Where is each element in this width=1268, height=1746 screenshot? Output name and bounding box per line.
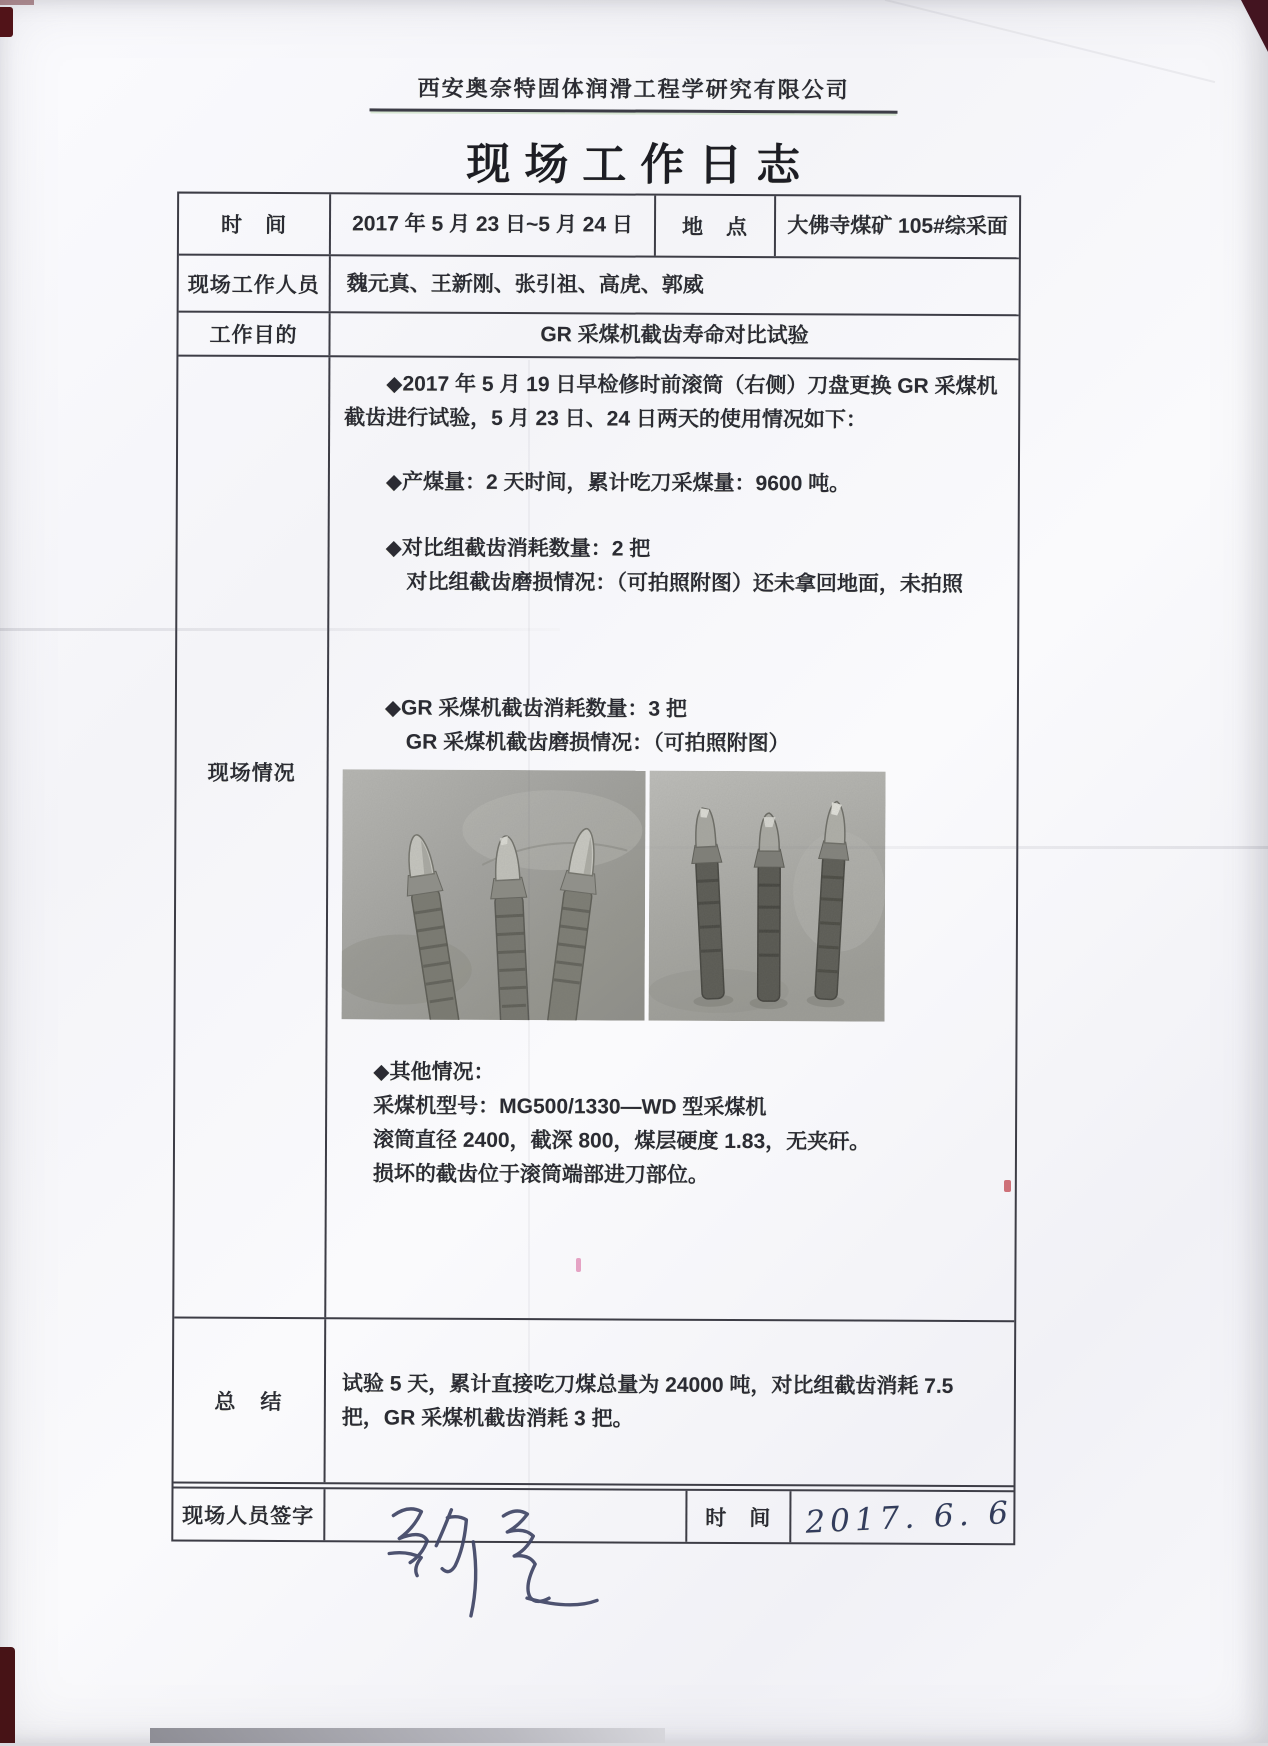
wear-photo-right — [649, 771, 886, 1022]
row-purpose — [178, 313, 1018, 361]
document-title: 现场工作日志 — [466, 139, 815, 191]
gr-wear-line: GR 采煤机截齿磨损情况：（可拍照附图） — [405, 730, 790, 756]
shearer-model-line: 采煤机型号：MG500/1330—WD 型采煤机 — [373, 1094, 767, 1120]
damage-location-line: 损坏的截齿位于滚筒端部进刀部位。 — [372, 1162, 709, 1187]
coal-output-text: ：2 天时间，累计吃刀采煤量：9600 吨。 — [465, 470, 851, 496]
row-time-place — [179, 194, 1019, 260]
worklog-table — [171, 192, 1021, 1546]
time-label: 时 间 — [179, 194, 331, 255]
place-value: 大佛寺煤矿 105#综采面 — [787, 214, 1008, 239]
row-summary — [174, 1319, 1015, 1488]
wear-photos — [342, 769, 1003, 1022]
signature-date-handwriting: 2017. 6. 6 — [804, 1494, 1015, 1541]
signature-handwriting — [376, 1485, 607, 1626]
signature-time-label: 时 间 — [687, 1491, 792, 1542]
compare-wear-line: 对比组截齿磨损情况：（可拍照附图）还未拿回地面，未拍照 — [406, 570, 964, 596]
compare-group-block — [343, 531, 1003, 602]
signature-date-cell — [792, 1491, 1014, 1543]
bullet-diamond-icon: ◆ — [385, 470, 403, 494]
row-situation — [174, 357, 1018, 1323]
other-info-heading: ◆其他情况： — [373, 1060, 495, 1084]
situation-content — [326, 357, 1018, 1320]
signature-cell — [325, 1489, 687, 1542]
situation-label: 现场情况 — [174, 357, 330, 1318]
gr-group-block — [343, 691, 1003, 762]
staff-value: 魏元真、王新刚、张引祖、高虎、郭威 — [346, 271, 704, 297]
purpose-value: GR 采煤机截齿寿命对比试验 — [540, 323, 809, 348]
compare-consumption-line: ◆对比组截齿消耗数量：2 把 — [385, 536, 651, 561]
signature-label: 现场人员签字 — [173, 1489, 325, 1541]
row-signature — [173, 1487, 1013, 1544]
summary-text: 试验 5 天，累计直接吃刀煤总量为 24000 吨，对比组截齿消耗 7.5 把，GR 采煤机截齿消耗 3 把。 — [341, 1371, 954, 1431]
coal-output-line — [344, 465, 1004, 502]
company-header — [0, 70, 1268, 116]
coal-output-term: 产煤量 — [402, 470, 466, 494]
staff-label: 现场工作人员 — [179, 256, 331, 312]
row-staff — [179, 256, 1019, 317]
place-label: 地 点 — [656, 196, 776, 257]
other-info-block — [341, 1055, 1002, 1194]
situation-intro: ◆2017 年 5 月 19 日早检修时前滚筒（右侧）刀盘更换 GR 采煤机截齿进行试验，5 月 23 日、24 日两天的使用情况如下： — [344, 372, 998, 432]
gr-consumption-line: ◆GR 采煤机截齿消耗数量：3 把 — [384, 696, 687, 721]
wear-photo-left — [342, 769, 646, 1020]
purpose-label: 工作目的 — [178, 313, 330, 356]
drum-spec-line: 滚筒直径 2400，截深 800，煤层硬度 1.83，无夹矸。 — [372, 1128, 871, 1154]
time-value: 2017 年 5 月 23 日~5 月 24 日 — [331, 194, 656, 255]
company-name: 西安奥奈特固体润滑工程学研究有限公司 — [369, 71, 897, 113]
summary-label: 总 结 — [174, 1319, 327, 1483]
